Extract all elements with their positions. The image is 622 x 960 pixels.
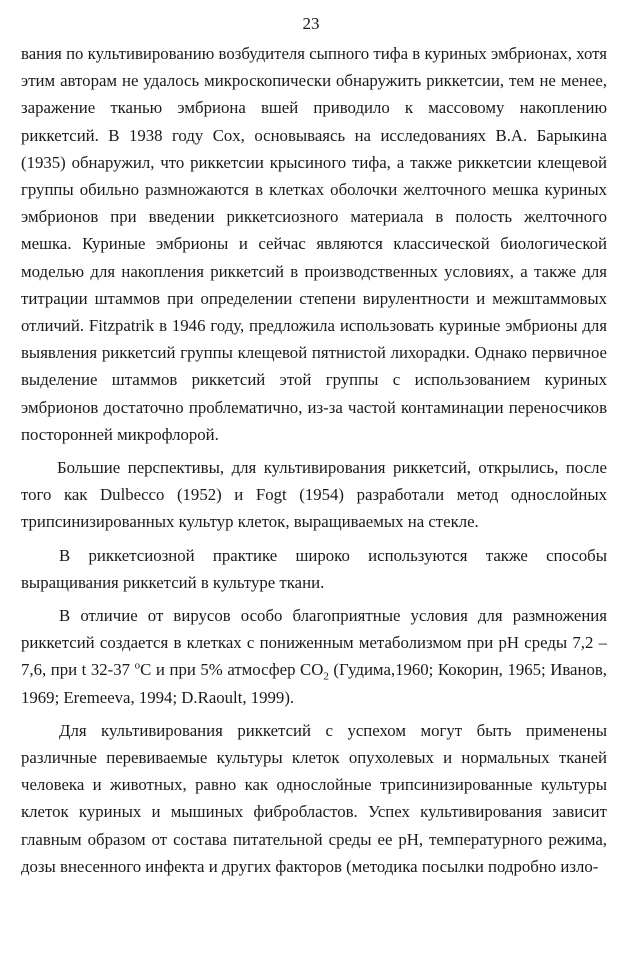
degree-superscript: о (134, 659, 141, 672)
paragraph-2: Большие перспективы, для культивирования риккетсий, открылись, после того как Dulbecco (1952) и Fogt (1954) разработали метод однослойных трипсинизированных культур клеток, выращиваемых на стекле. (21, 458, 607, 532)
co2-subscript: 2 (323, 670, 329, 683)
body-text (21, 40, 607, 880)
paragraph-4-part-2: С и при 5% атмосфер СО (140, 660, 324, 680)
paragraph-4-part-3: (Гудима,1960; Кокорин, 1965; Иванов, 1969; Eremeeva, 1994; D.Raoult, 1999). (21, 660, 607, 707)
page-number: 23 (302, 14, 320, 33)
paragraph-4-part-1: В отличие от вирусов особо благоприятные условия для размножения риккетсий создается в клетках с пониженным метаболизмом при pH среды 7,2 – 7,6, при t 32-37 (21, 606, 607, 680)
paragraph-5: Для культивирования риккетсий с успехом могут быть применены различные перевиваемые культуры клеток опухолевых и нормальных тканей человека и животных, равно как однослойные трипсинизированные культуры клеток куриных и мышиных фибробластов. Успех культивирования зависит главным образом от состава питательной среды ее pH, температурного режима, дозы внесенного инфекта и других факторов (методика посылки подробно изло- (21, 720, 607, 876)
paragraph-4 (21, 602, 607, 711)
paragraph-1: вания по культивированию возбудителя сыпного тифа в куриных эмбрионах, хотя этим авторам не удалось микроскопически обнаружить риккетсии, тем не менее, заражение тканью эмбриона вшей приводило к массовому накоплению риккетсий. В 1938 году Cox, основываясь на исследованиях В.А. Барыкина (1935) обнаружил, что риккетсии крысиного тифа, а также риккетсии клещевой группы обильно размножаются в клетках оболочки желточного мешка куриных эмбрионов при введении риккетсиозного материала в полость желточного мешка. Куриные эмбрионы и сейчас являются классической биологической моделью для накопления риккетсий в производственных условиях, а также для титрации штаммов при определении степени вирулентности и межштаммовых отличий. Fitzpatrik в 1946 году, предложила использовать куриные эмбрионы для выявления риккетсий группы клещевой пятнистой лихорадки. Однако первичное выделение штаммов риккетсий этой группы с использованием куриных эмбрионов достаточно проблематично, из-за частой контаминации переносчиков посторонней микрофлорой. (21, 44, 607, 444)
paragraph-3: В риккетсиозной практике широко используются также способы выращивания риккетсий в культуре ткани. (21, 545, 607, 592)
